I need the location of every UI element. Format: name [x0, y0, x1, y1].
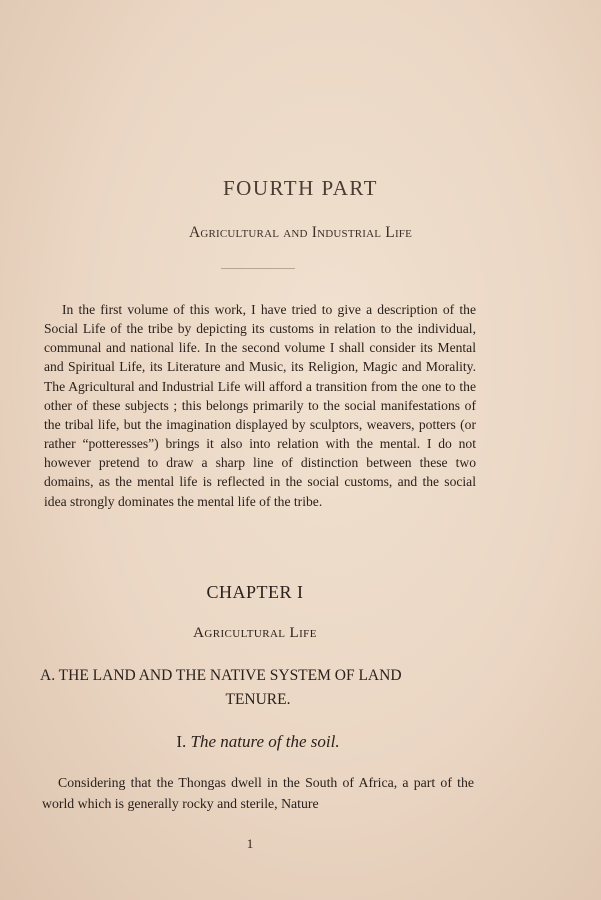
subsection-number: I. [176, 732, 187, 751]
page-number: 1 [246, 836, 254, 851]
part-title: FOURTH PART [223, 176, 378, 200]
chapter-subtitle: Agricultural Life [193, 625, 317, 641]
part-subtitle: Agricultural and Industrial Life [188, 224, 413, 241]
chapter-title: CHAPTER I [206, 582, 304, 602]
section-divider [221, 268, 295, 269]
section-heading-line1: A. THE LAND AND THE NATIVE SYSTEM OF LAND [40, 667, 402, 684]
subsection-title: The nature of the soil. [190, 732, 340, 751]
section-heading [40, 664, 476, 712]
intro-paragraph: In the first volume of this work, I have tried to give a description of the Social Life of the tribe by depicting its customs in relation to the individual, communal and national life. In the second volume I shall consider its Mental and Spiritual Life, its Literature and Music, its Religion, Magic and Morality. The Agricultural and Industrial Life will afford a transition from the one to the other of these subjects ; this belongs primarily to the social manifestations of the tribal life, but the imagination displayed by sculptors, weavers, potters (or rather “potteresses”) brings it also into relation with the mental. I do not however pretend to draw a sharp line of distinction between these two domains, as the mental life is reflected in the social customs, and the social idea strongly dominates the mental life of the tribe. [44, 302, 476, 509]
body-paragraph: Considering that the Thongas dwell in the South of Africa, a part of the world which is generally rocky and sterile, Nature [42, 775, 474, 811]
section-heading-line2: TENURE. [225, 691, 291, 708]
subsection-heading [0, 732, 516, 752]
